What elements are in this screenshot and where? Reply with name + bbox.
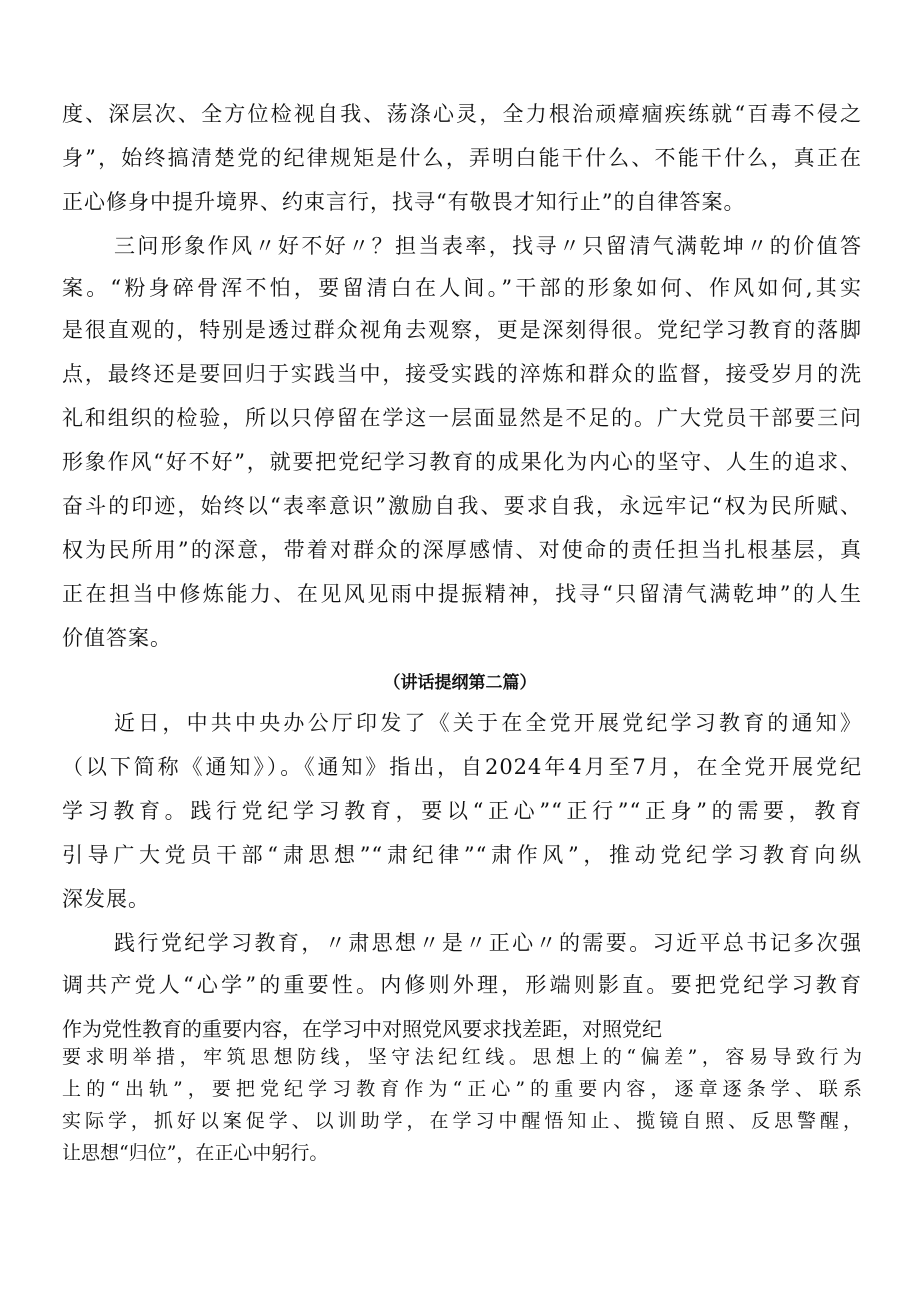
text-line: 礼和组织的检验，所以只停留在学这一层面显然是不足的。广大党员干部要三问 [62, 406, 862, 430]
text-line: 学习教育。践行党纪学习教育，要以“正心”“正行”“正身”的需要，教育 [62, 799, 862, 823]
text-line: 奋斗的印迹，始终以“表率意识”激励自我、要求自我，永远牢记“权为民所赋、 [62, 494, 862, 518]
section-heading: （讲话提纲第二篇） [383, 673, 537, 693]
text-line: 三问形象作风〃好不好〃？担当表率，找寻〃只留清气满乾坤〃的价值答 [114, 234, 862, 258]
text-line: 让思想“归位”，在正心中躬行。 [62, 1142, 329, 1164]
text-line: 正在担当中修炼能力、在见风见雨中提振精神，找寻“只留清气满乾坤”的人生 [62, 582, 862, 606]
text-line: 调共产党人“心学”的重要性。内修则外理，形端则影直。要把党纪学习教育 [62, 973, 862, 997]
text-line: 正心修身中提升境界、约束言行，找寻“有敬畏才知行止”的自律答案。 [62, 190, 746, 214]
text-line: 权为民所用”的深意，带着对群众的深厚感情、对使命的责任担当扎根基层，真 [62, 538, 862, 562]
text-line: 要求明举措，牢筑思想防线，坚守法纪红线。思想上的“偏差”，容易导致行为 [62, 1046, 862, 1068]
text-line: 案。“粉身碎骨浑不怕，要留清白在人间。”干部的形象如何、作风如何,其实 [62, 276, 862, 300]
text-line: 近日，中共中央办公厅印发了《关于在全党开展党纪学习教育的通知》 [114, 711, 862, 735]
text-line: 价值答案。 [62, 626, 172, 650]
text-line: 形象作风“好不好”，就要把党纪学习教育的成果化为内心的坚守、人生的追求、 [62, 450, 862, 474]
text-line: 深发展。 [62, 887, 150, 911]
text-line: 践行党纪学习教育，〃肃思想〃是〃正心〃的需要。习近平总书记多次强 [114, 931, 862, 955]
text-line: 是很直观的，特别是透过群众视角去观察，更是深刻得很。党纪学习教育的落脚 [62, 318, 862, 342]
text-line: 身”，始终搞清楚党的纪律规矩是什么，弄明白能干什么、不能干什么，真正在 [62, 146, 862, 170]
text-line: 点，最终还是要回归于实践当中，接受实践的淬炼和群众的监督，接受岁月的洗 [62, 362, 862, 386]
text-line: 实际学，抓好以案促学、以训助学，在学习中醒悟知止、揽镜自照、反思警醒， [62, 1110, 862, 1132]
text-line: （以下简称《通知》）。《通知》指出，自2024年4月至7月，在全党开展党纪 [62, 755, 862, 779]
text-line: 引导广大党员干部“肃思想”“肃纪律”“肃作风”，推动党纪学习教育向纵 [62, 843, 862, 867]
text-line: 度、深层次、全方位检视自我、荡涤心灵，全力根治顽瘴痼疾练就“百毒不侵之 [62, 102, 862, 126]
text-line: 上的“出轨”，要把党纪学习教育作为“正心”的重要内容，逐章逐条学、联系 [62, 1078, 862, 1100]
text-line: 作为党性教育的重要内容，在学习中对照党风要求找差距，对照党纪 [62, 1017, 662, 1041]
